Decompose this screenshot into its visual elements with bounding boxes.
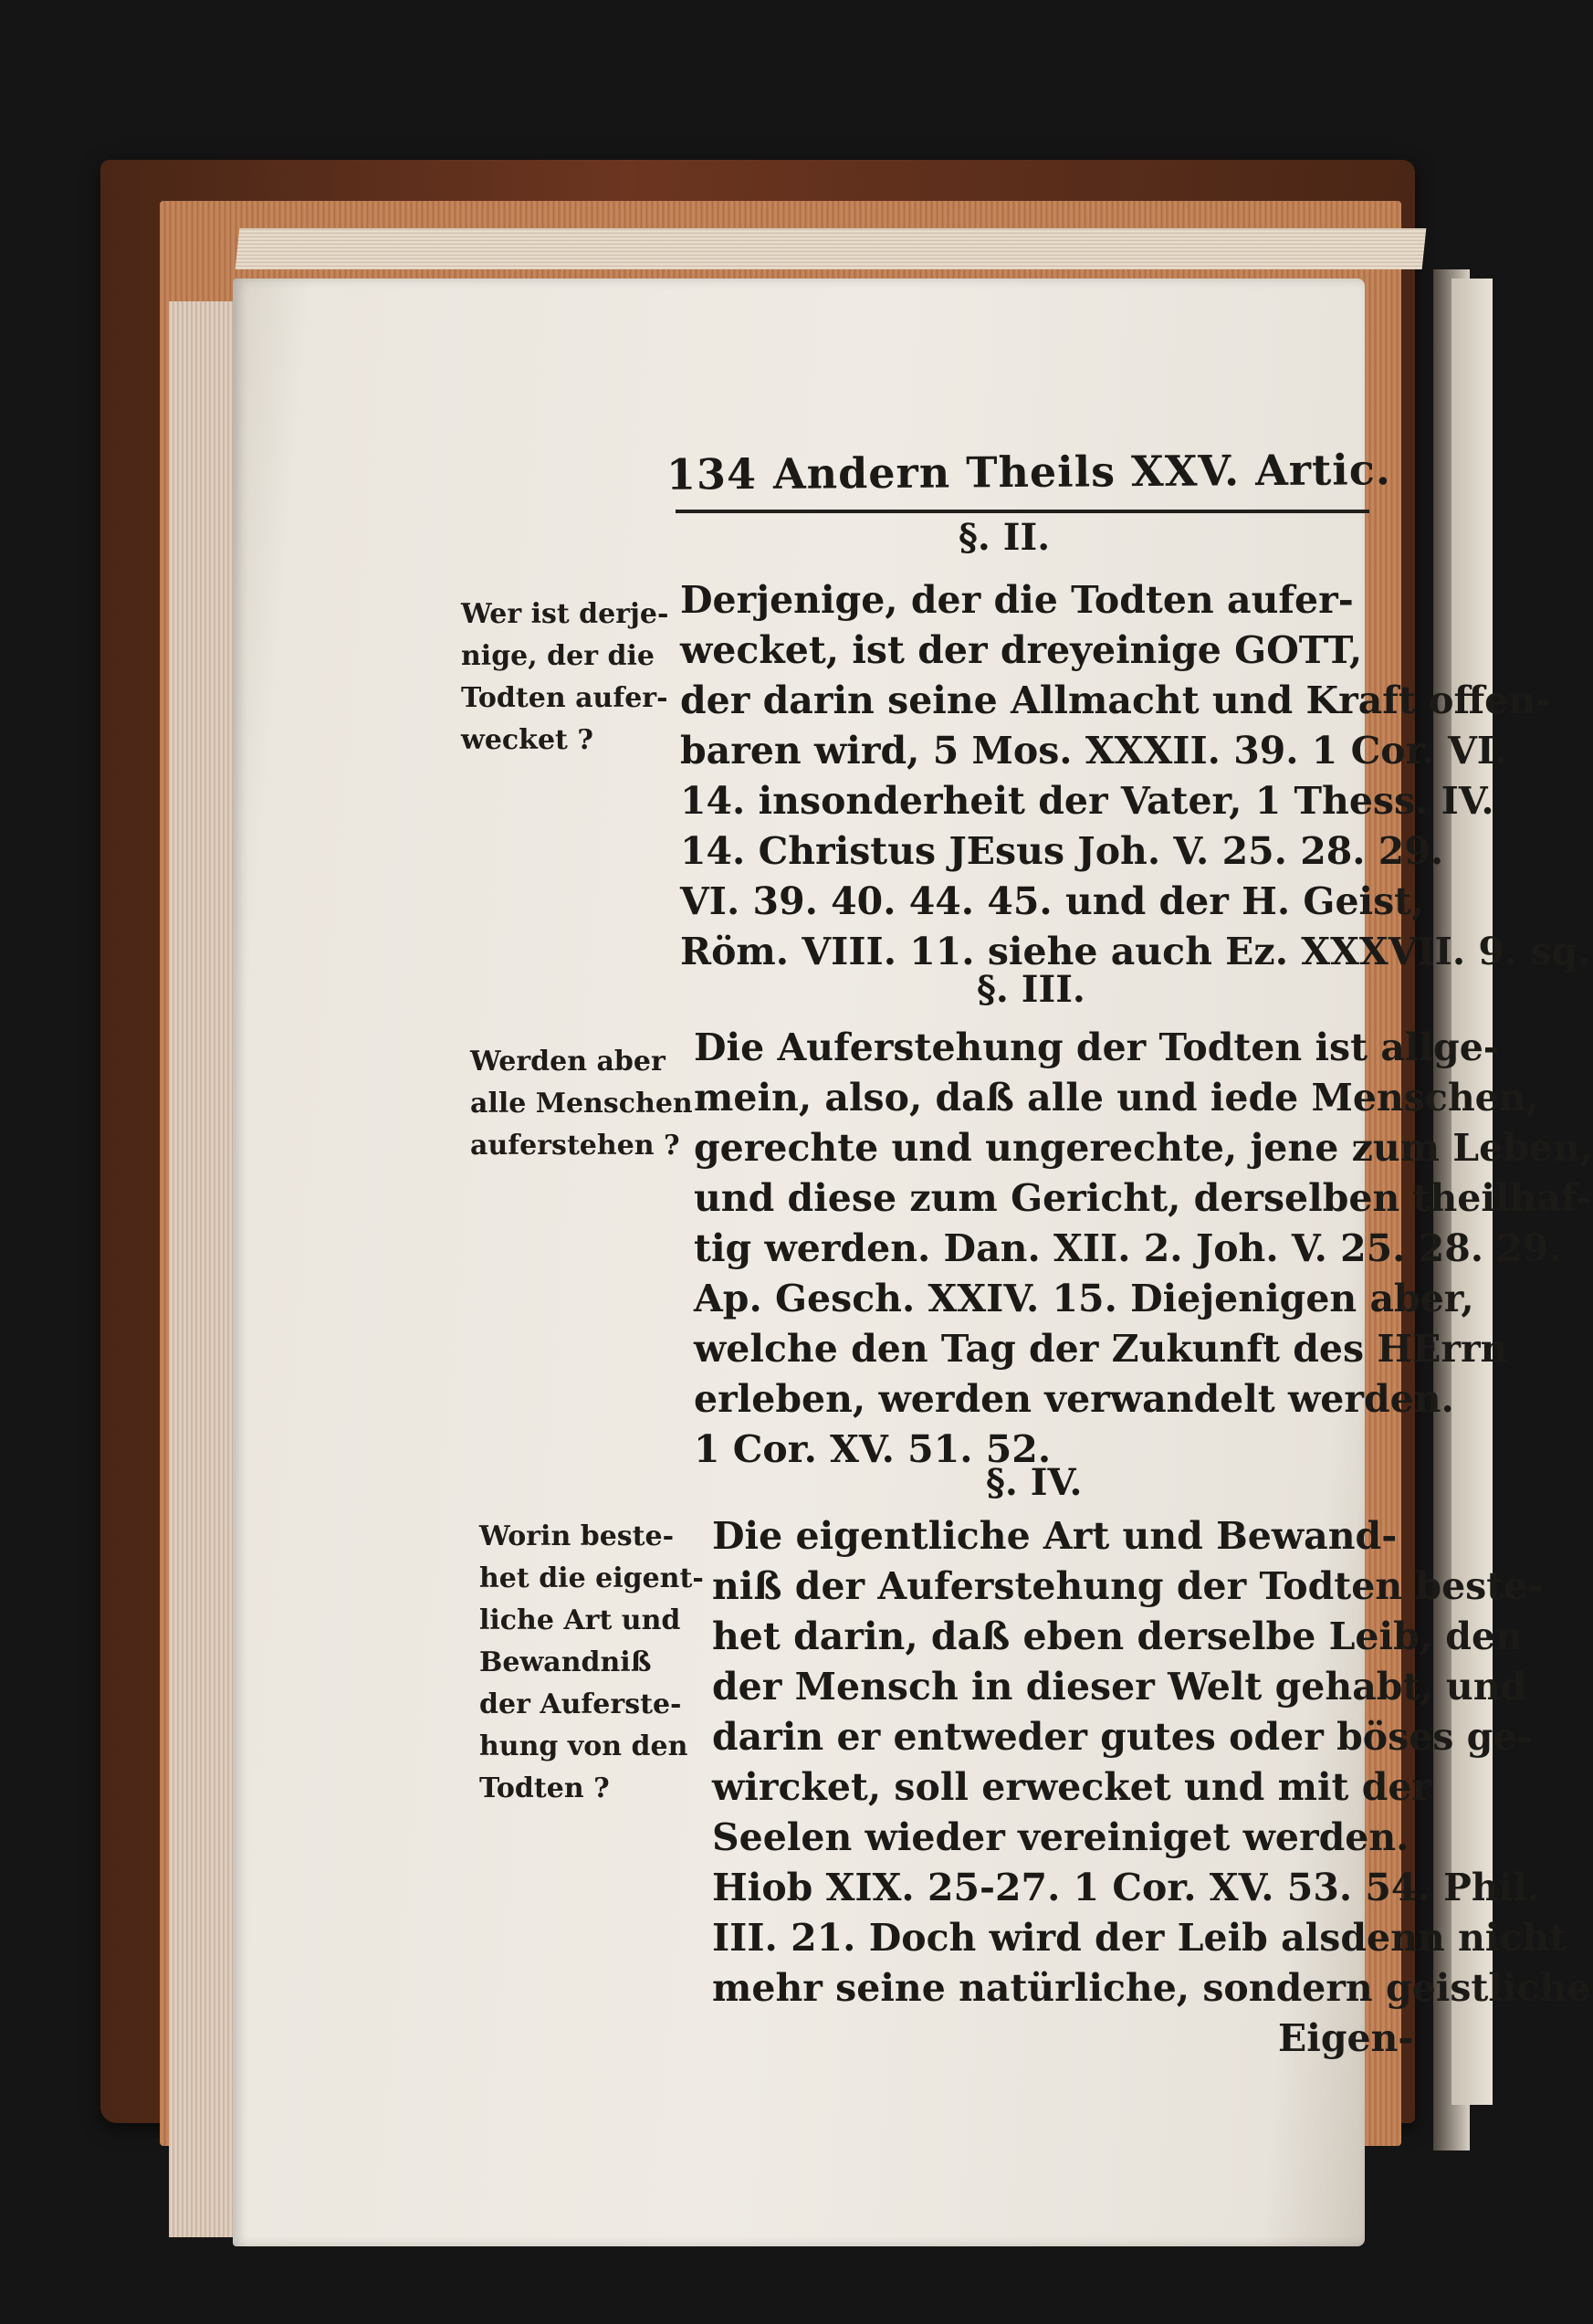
page-content xyxy=(447,429,1593,2164)
section-mark: §. IV. xyxy=(986,1461,1083,1504)
section-text: Die Auferstehung der Todten ist allge- mein, also, daß alle und iede Menschen, gerechte und ungerechte, jene zum Leben, und diese zum Gericht, derselben theilhaf- tig werden. Dan. XII. 2. Joh. V. 25. 28. 29. Ap. Gesch. XXIV. 15. Diejenigen aber, welche den Tag der Zukunft des HErrn erleben, werden verwandelt werden. 1 Cor. XV. 51. 52. xyxy=(694,1025,1593,1471)
section-text: Derjenige, der die Todten aufer- wecket, ist der dreyeinige GOTT, der darin seine Allmacht und Kraft offen- baren wird, 5 Mos. XXXII. 39. 1 Cor. VI. 14. insonderheit der Vater, 1 Thess. IV. 14. Christus JEsus Joh. V. 25. 28. 29. VI. 39. 40. 44. 45. und der H. Geist, Röm. VIII. 11. siehe auch Ez. XXXVII. 9. sq. xyxy=(680,578,1591,973)
running-head xyxy=(665,445,1391,513)
section-text: Die eigentliche Art und Bewand- niß der Auferstehung der Todten beste- het darin, daß eben derselbe Leib, den der Mensch in dieser Welt gehabt, und darin er entweder gutes oder böses ge- wircket, soll erwecket und mit der Seelen wieder vereiniget werden. Hiob XIX. 25-27. 1 Cor. XV. 53. 54. Phil. III. 21. Doch wird der Leib alsdenn nicht mehr seine natürliche, sondern geistliche Eigen- xyxy=(712,1514,1591,2060)
section-mark: §. II. xyxy=(959,516,1051,559)
margin-question: Worin beste- het die eigent- liche Art und Bewandniß der Auferste- hung von den Todten ? xyxy=(479,1520,704,1804)
margin-question: Wer ist derje- nige, der die Todten aufer- wecket ? xyxy=(461,598,669,756)
top-page-edges xyxy=(236,228,1427,269)
page-number: 134 xyxy=(665,448,758,500)
running-title: Andern Theils XXV. Artic. xyxy=(772,445,1391,499)
section-mark: §. III. xyxy=(977,968,1085,1011)
margin-question: Werden aber alle Menschen auferstehen ? xyxy=(470,1046,693,1162)
header-rule xyxy=(676,510,1369,513)
